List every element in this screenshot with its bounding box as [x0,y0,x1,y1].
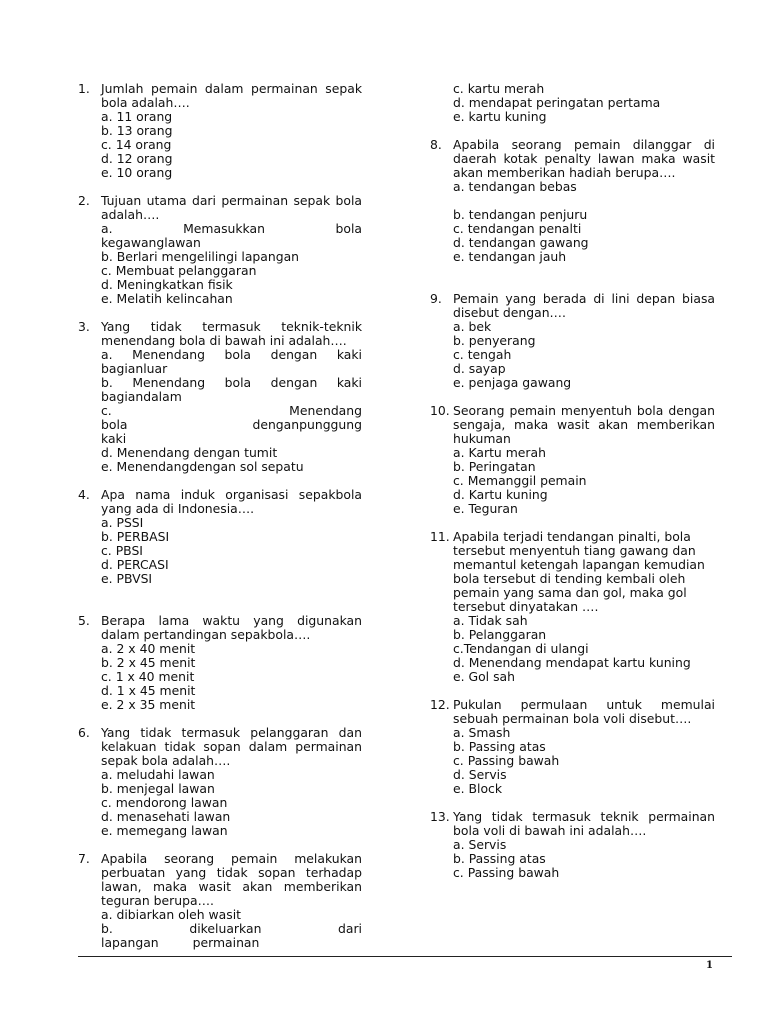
blank-line [453,194,715,208]
option: a. bek [453,319,492,334]
option: e. penjaga gawang [453,375,572,390]
question-stem: Apabila seorang pemain dilanggar di daerah kotak penalty lawan maka wasit akan memberikan hadiah berupa…. [453,137,715,180]
left-column [78,82,362,950]
question-number: 7. [78,851,90,866]
question-number: 11. [430,529,450,544]
question-number: 5. [78,613,90,628]
option: c. Membuat pelanggaran [101,263,257,278]
option: b. Passing atas [453,739,546,754]
page-number: 1 [706,960,713,971]
option: b. Passing atas [453,851,546,866]
option: e. Gol sah [453,669,515,684]
option: c. PBSI [101,543,143,558]
option-list [453,726,715,796]
option: b. menjegal lawan [101,781,215,796]
option-list [101,516,362,586]
option: e. tendangan jauh [453,249,567,264]
question-number: 3. [78,319,90,334]
option: e. Melatih kelincahan [101,291,233,306]
option-list [101,348,362,474]
question-12 [430,698,715,796]
option: b. Menendang bola dengan kaki bagiandalam [101,375,362,404]
question-number: 12. [430,697,450,712]
question-stem: Tujuan utama dari permainan sepak bola adalah…. [101,193,362,222]
option: d. tendangan gawang [453,235,589,250]
right-column [430,82,715,880]
option: a. Kartu merah [453,445,546,460]
option: c. mendorong lawan [101,795,228,810]
question-stem: Apa nama induk organisasi sepakbola yang ada di Indonesia…. [101,487,362,516]
option-list [101,908,362,950]
option: c. 14 orang [101,137,172,152]
question-stem: Yang tidak termasuk teknik permainan bola voli di bawah ini adalah…. [453,809,715,838]
option: c. Menendang bola denganpunggung kaki [101,403,362,446]
option: b. Pelanggaran [453,627,547,642]
option: c. Passing bawah [453,753,560,768]
option: c. tengah [453,347,512,362]
option: b. 13 orang [101,123,173,138]
option-list [453,614,715,684]
option-list [453,838,715,880]
option: c. Passing bawah [453,865,560,880]
option: d. mendapat peringatan pertama [453,95,661,110]
option-list [101,110,362,180]
question-11 [430,530,715,684]
option: d. Menendang mendapat kartu kuning [453,655,691,670]
option-list [101,642,362,712]
option: e. Teguran [453,501,518,516]
option: c. Memanggil pemain [453,473,587,488]
option: c. kartu merah [453,81,545,96]
option: d. PERCASI [101,557,169,572]
question-number: 10. [430,403,450,418]
question-7 [78,852,362,950]
question-10 [430,404,715,516]
option: a. Menendang bola dengan kaki bagianluar [101,347,362,376]
option: d. 12 orang [101,151,173,166]
question-4 [78,488,362,586]
question-5 [78,614,362,712]
option: d. menasehati lawan [101,809,231,824]
question-stem: Yang tidak termasuk teknik-teknik menendang bola di bawah ini adalah…. [101,319,362,348]
option: a. Smash [453,725,511,740]
question-number: 8. [430,137,442,152]
option: e. 10 orang [101,165,173,180]
question-2 [78,194,362,306]
question-number: 13. [430,809,450,824]
option: d. sayap [453,361,506,376]
option: e. kartu kuning [453,109,547,124]
option: b. 2 x 45 menit [101,655,196,670]
option: b. tendangan penjuru [453,207,588,222]
question-stem: Pemain yang berada di lini depan biasa disebut dengan…. [453,291,715,320]
option: b. penyerang [453,333,536,348]
option: a. tendangan bebas [453,179,577,194]
option: c.Tendangan di ulangi [453,641,589,656]
question-stem: Jumlah pemain dalam permainan sepak bola adalah…. [101,81,362,110]
option: d. Meningkatkan fisik [101,277,233,292]
question-7-continued-options [430,82,715,124]
option-list [101,768,362,838]
question-stem: Apabila seorang pemain melakukan perbuatan yang tidak sopan terhadap lawan, maka wasit akan memberikan teguran berupa…. [101,851,362,908]
question-number: 4. [78,487,90,502]
option: b. Berlari mengelilingi lapangan [101,249,300,264]
question-3 [78,320,362,474]
question-stem: Yang tidak termasuk pelanggaran dan kelakuan tidak sopan dalam permainan sepak bola adalah…. [101,725,362,768]
option-list [453,180,715,264]
option-list [101,222,362,306]
option: a. 11 orang [101,109,173,124]
option: e. memegang lawan [101,823,228,838]
option: c. tendangan penalti [453,221,582,236]
option: d. 1 x 45 menit [101,683,196,698]
option: b. Peringatan [453,459,536,474]
question-number: 6. [78,725,90,740]
option: a. meludahi lawan [101,767,215,782]
question-number: 9. [430,291,442,306]
option: c. 1 x 40 menit [101,669,195,684]
option: d. Servis [453,767,507,782]
option-list [453,446,715,516]
question-1 [78,82,362,180]
option: a. PSSI [101,515,144,530]
option: e. Block [453,781,503,796]
question-stem: Seorang pemain menyentuh bola dengan sengaja, maka wasit akan memberikan hukuman [453,403,715,446]
option: e. Menendangdengan sol sepatu [101,459,304,474]
option: d. Menendang dengan tumit [101,445,278,460]
footer-rule [78,956,732,957]
question-6 [78,726,362,838]
option: a. dibiarkan oleh wasit [101,907,242,922]
option-list [453,320,715,390]
option: a. Memasukkan bola kegawanglawan [101,221,362,250]
option: a. Servis [453,837,507,852]
question-13 [430,810,715,880]
option: a. 2 x 40 menit [101,641,196,656]
option: e. 2 x 35 menit [101,697,196,712]
question-number: 2. [78,193,90,208]
question-stem: Apabila terjadi tendangan pinalti, bola tersebut menyentuh tiang gawang dan memantul ketengah lapangan kemudian bola tersebut di tending kembali oleh pemain yang sama dan gol, maka gol tersebut dinyatakan …. [453,529,705,614]
option: b. PERBASI [101,529,170,544]
option: b. dikeluarkan dari lapangan permainan [101,921,362,950]
option: a. Tidak sah [453,613,528,628]
question-8 [430,138,715,264]
question-stem: Pukulan permulaan untuk memulai sebuah permainan bola voli disebut…. [453,697,715,726]
question-9 [430,292,715,390]
option: d. Kartu kuning [453,487,548,502]
question-number: 1. [78,81,90,96]
option: e. PBVSI [101,571,153,586]
question-stem: Berapa lama waktu yang digunakan dalam pertandingan sepakbola…. [101,613,362,642]
